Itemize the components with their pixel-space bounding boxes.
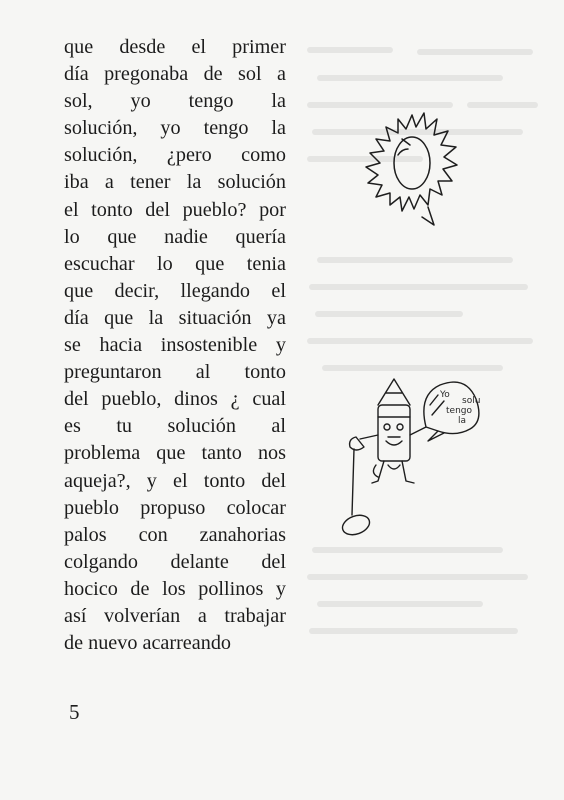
- text-line: del pueblo, dinos ¿ cual: [64, 388, 286, 411]
- text-line: palos con zanahorias: [64, 523, 286, 546]
- text-line: lo que nadie quería: [64, 225, 286, 248]
- text-line: que decir, llegando el: [64, 279, 286, 302]
- speech-bubble-text: [439, 390, 480, 426]
- text-line: sol, yo tengo la: [64, 90, 286, 113]
- text-line: se hacia insostenible y: [64, 334, 286, 357]
- text-line: solución, yo tengo la: [64, 117, 286, 140]
- text-line: aqueja?, y el tonto del: [64, 469, 286, 492]
- speech-bubble-word: Yo: [440, 390, 450, 400]
- text-line: así volverían a trabajar: [64, 604, 286, 627]
- sun-drawing-icon: [362, 105, 462, 230]
- text-line: preguntaron al tonto: [64, 361, 286, 384]
- speech-bubble-word: tengo: [446, 406, 472, 416]
- text-line: de nuevo acarreando: [64, 632, 232, 655]
- text-line: hocico de los pollinos y: [64, 577, 286, 600]
- speech-bubble-word: la: [458, 416, 467, 426]
- text-line: que desde el primer: [64, 36, 286, 58]
- text-line: problema que tanto nos: [64, 442, 286, 465]
- text-line: iba a tener la solución: [64, 171, 286, 194]
- text-line: es tu solución al: [64, 415, 286, 438]
- body-text: [64, 34, 286, 657]
- text-line: solución, ¿pero como: [64, 144, 286, 167]
- text-line: día pregonaba de sol a: [64, 63, 286, 86]
- text-line: día que la situación ya: [64, 306, 286, 329]
- text-line: colgando delante del: [64, 550, 286, 573]
- speech-bubble-word: solu: [462, 396, 481, 406]
- carrot-on-stick-figure-drawing-icon: [334, 365, 484, 545]
- text-line: escuchar lo que tenia: [64, 252, 286, 275]
- text-line: el tonto del pueblo? por: [64, 198, 286, 221]
- page-number: 5: [69, 700, 80, 724]
- text-line: pueblo propuso colocar: [64, 496, 286, 519]
